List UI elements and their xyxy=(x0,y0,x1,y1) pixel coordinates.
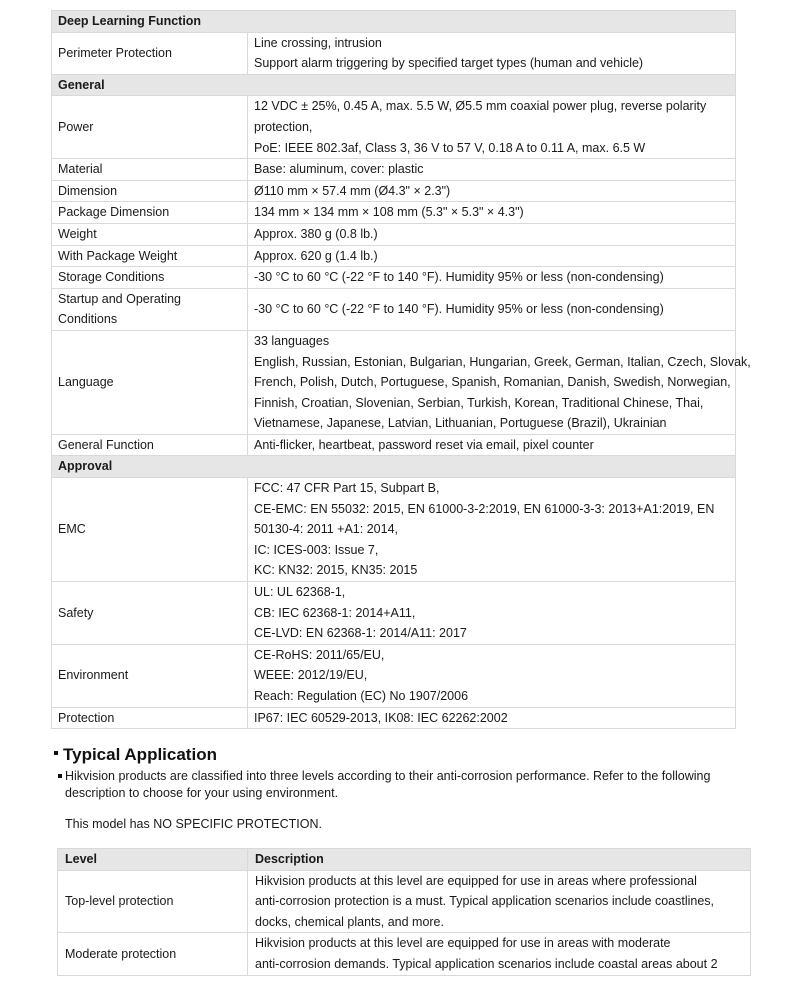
value-line: French, Polish, Dutch, Portuguese, Spanish, Romanian, Danish, Swedish, Norwegian, xyxy=(254,375,731,390)
value-line: 12 VDC ± 25%, 0.45 A, max. 5.5 W, Ø5.5 mm coaxial power plug, reverse polarity xyxy=(254,99,707,114)
value-line: 134 mm × 134 mm × 108 mm (5.3" × 5.3" × 4.3") xyxy=(254,205,524,220)
spec-value xyxy=(248,180,736,202)
spec-label xyxy=(52,582,248,645)
section-header-row xyxy=(52,11,736,33)
label-line: Conditions xyxy=(58,312,118,327)
section-title: Deep Learning Function xyxy=(52,11,736,33)
spec-label xyxy=(52,288,248,330)
table-row xyxy=(52,32,736,74)
label-line: Protection xyxy=(58,710,115,725)
section-heading xyxy=(54,745,217,765)
description-line: anti-corrosion protection is a must. Typical application scenarios include coastlines, xyxy=(255,894,715,909)
spec-value xyxy=(248,245,736,267)
table-row xyxy=(52,478,736,582)
value-line: Approx. 380 g (0.8 lb.) xyxy=(254,226,378,241)
value-line: FCC: 47 CFR Part 15, Subpart B, xyxy=(254,481,440,496)
table-row xyxy=(52,582,736,645)
spec-value xyxy=(248,159,736,181)
table-row xyxy=(52,434,736,456)
value-line: Base: aluminum, cover: plastic xyxy=(254,162,424,177)
value-line: English, Russian, Estonian, Bulgarian, Hungarian, Greek, German, Italian, Czech, Slovak, xyxy=(254,354,751,369)
value-line: CE-EMC: EN 55032: 2015, EN 61000-3-2:2019, EN 61000-3-3: 2013+A1:2019, EN xyxy=(254,501,715,516)
value-line: -30 °C to 60 °C (-22 °F to 140 °F). Humidity 95% or less (non-condensing) xyxy=(254,270,664,285)
description-line: docks, chemical plants, and more. xyxy=(255,914,444,929)
table-header-row xyxy=(58,849,751,871)
spec-value xyxy=(248,267,736,289)
section-title: Approval xyxy=(52,456,736,478)
label-line: General Function xyxy=(58,437,154,452)
spec-value xyxy=(248,96,736,159)
spec-value xyxy=(248,330,751,434)
spec-label xyxy=(52,180,248,202)
spec-value xyxy=(248,582,736,645)
value-line: UL: UL 62368-1, xyxy=(254,585,346,600)
spec-label xyxy=(52,267,248,289)
spec-table xyxy=(51,10,751,729)
value-line: CE-RoHS: 2011/65/EU, xyxy=(254,647,385,662)
table-row xyxy=(52,245,736,267)
label-line: Startup and Operating xyxy=(58,291,181,306)
spec-label xyxy=(52,478,248,582)
table-row xyxy=(52,707,736,729)
label-line: Safety xyxy=(58,605,94,620)
value-line: CE-LVD: EN 62368-1: 2014/A11: 2017 xyxy=(254,626,467,641)
value-line: KC: KN32: 2015, KN35: 2015 xyxy=(254,563,418,578)
spec-value xyxy=(248,32,736,74)
spec-value xyxy=(248,644,736,707)
spec-label xyxy=(52,434,248,456)
bullet-square-icon xyxy=(54,751,58,755)
value-line: Finnish, Croatian, Slovenian, Serbian, Turkish, Korean, Traditional Chinese, Thai, xyxy=(254,395,704,410)
label-line: Storage Conditions xyxy=(58,270,165,285)
value-line: Ø110 mm × 57.4 mm (Ø4.3" × 2.3") xyxy=(254,183,451,198)
spec-label xyxy=(52,223,248,245)
label-line: Weight xyxy=(58,226,97,241)
table-row xyxy=(52,202,736,224)
spec-label xyxy=(52,202,248,224)
label-line: Language xyxy=(58,375,114,390)
description-line: Hikvision products at this level are equipped for use in areas with moderate xyxy=(255,936,671,951)
spec-value xyxy=(248,202,736,224)
value-line: 33 languages xyxy=(254,333,330,348)
value-line: IC: ICES-003: Issue 7, xyxy=(254,542,379,557)
value-line: Vietnamese, Japanese, Latvian, Lithuanian, Portuguese (Brazil), Ukrainian xyxy=(254,416,667,431)
label-line: Environment xyxy=(58,668,129,683)
spec-value xyxy=(248,223,736,245)
section-heading-text: Typical Application xyxy=(63,745,217,764)
value-line: IP67: IEC 60529-2013, IK08: IEC 62262:2002 xyxy=(254,710,508,725)
table-row xyxy=(52,96,736,159)
intro-line: description to choose for your using environment. xyxy=(65,785,339,800)
table-row xyxy=(58,870,751,933)
intro-line: Hikvision products are classified into three levels according to their anti-corrosion performance. Refer to the following xyxy=(65,769,711,783)
description-line: anti-corrosion demands. Typical application scenarios include coastal areas about 2 xyxy=(255,956,718,971)
level-description xyxy=(248,870,751,933)
spec-value xyxy=(248,478,736,582)
protection-level-table xyxy=(57,848,751,976)
level-label: Top-level protection xyxy=(58,870,248,933)
level-description xyxy=(248,933,751,975)
table-row xyxy=(52,180,736,202)
label-line: Perimeter Protection xyxy=(58,45,172,60)
value-line: protection, xyxy=(254,119,313,134)
label-line: Power xyxy=(58,119,94,134)
spec-label xyxy=(52,159,248,181)
label-line: Material xyxy=(58,162,103,177)
value-line: Reach: Regulation (EC) No 1907/2006 xyxy=(254,689,469,703)
label-line: With Package Weight xyxy=(58,248,178,263)
label-line: EMC xyxy=(58,522,86,537)
label-line: Dimension xyxy=(58,183,118,198)
value-line: WEEE: 2012/19/EU, xyxy=(254,668,368,683)
value-line: Anti-flicker, heartbeat, password reset via email, pixel counter xyxy=(254,437,594,452)
table-row xyxy=(52,644,736,707)
table-row xyxy=(52,223,736,245)
label-line: Package Dimension xyxy=(58,205,170,220)
section-header-row xyxy=(52,456,736,478)
value-line: Support alarm triggering by specified target types (human and vehicle) xyxy=(254,56,644,71)
table-row xyxy=(58,933,751,975)
spec-label xyxy=(52,245,248,267)
spec-label xyxy=(52,644,248,707)
section-title: General xyxy=(52,74,736,96)
column-header-level: Level xyxy=(58,849,248,871)
spec-value xyxy=(248,707,736,729)
value-line: 50130-4: 2011 +A1: 2014, xyxy=(254,522,398,537)
bullet-square-icon xyxy=(58,774,62,778)
table-row xyxy=(52,330,736,434)
column-header-description: Description xyxy=(248,849,751,871)
table-row xyxy=(52,267,736,289)
protection-note: This model has NO SPECIFIC PROTECTION. xyxy=(65,817,322,831)
section-header-row xyxy=(52,74,736,96)
value-line: PoE: IEEE 802.3af, Class 3, 36 V to 57 V, 0.18 A to 0.11 A, max. 6.5 W xyxy=(254,140,646,155)
intro-bullet xyxy=(58,768,748,801)
spec-value xyxy=(248,288,736,330)
table-row xyxy=(52,159,736,181)
spec-label xyxy=(52,32,248,74)
spec-label xyxy=(52,707,248,729)
value-line: CB: IEC 62368-1: 2014+A11, xyxy=(254,605,416,620)
level-label: Moderate protection xyxy=(58,933,248,975)
spec-label xyxy=(52,330,248,434)
table-row xyxy=(52,288,736,330)
description-line: Hikvision products at this level are equipped for use in areas where professional xyxy=(255,873,697,888)
spec-value xyxy=(248,434,736,456)
spec-label xyxy=(52,96,248,159)
value-line: Approx. 620 g (1.4 lb.) xyxy=(254,248,378,263)
value-line: Line crossing, intrusion xyxy=(254,35,382,50)
value-line: -30 °C to 60 °C (-22 °F to 140 °F). Humidity 95% or less (non-condensing) xyxy=(254,302,664,317)
